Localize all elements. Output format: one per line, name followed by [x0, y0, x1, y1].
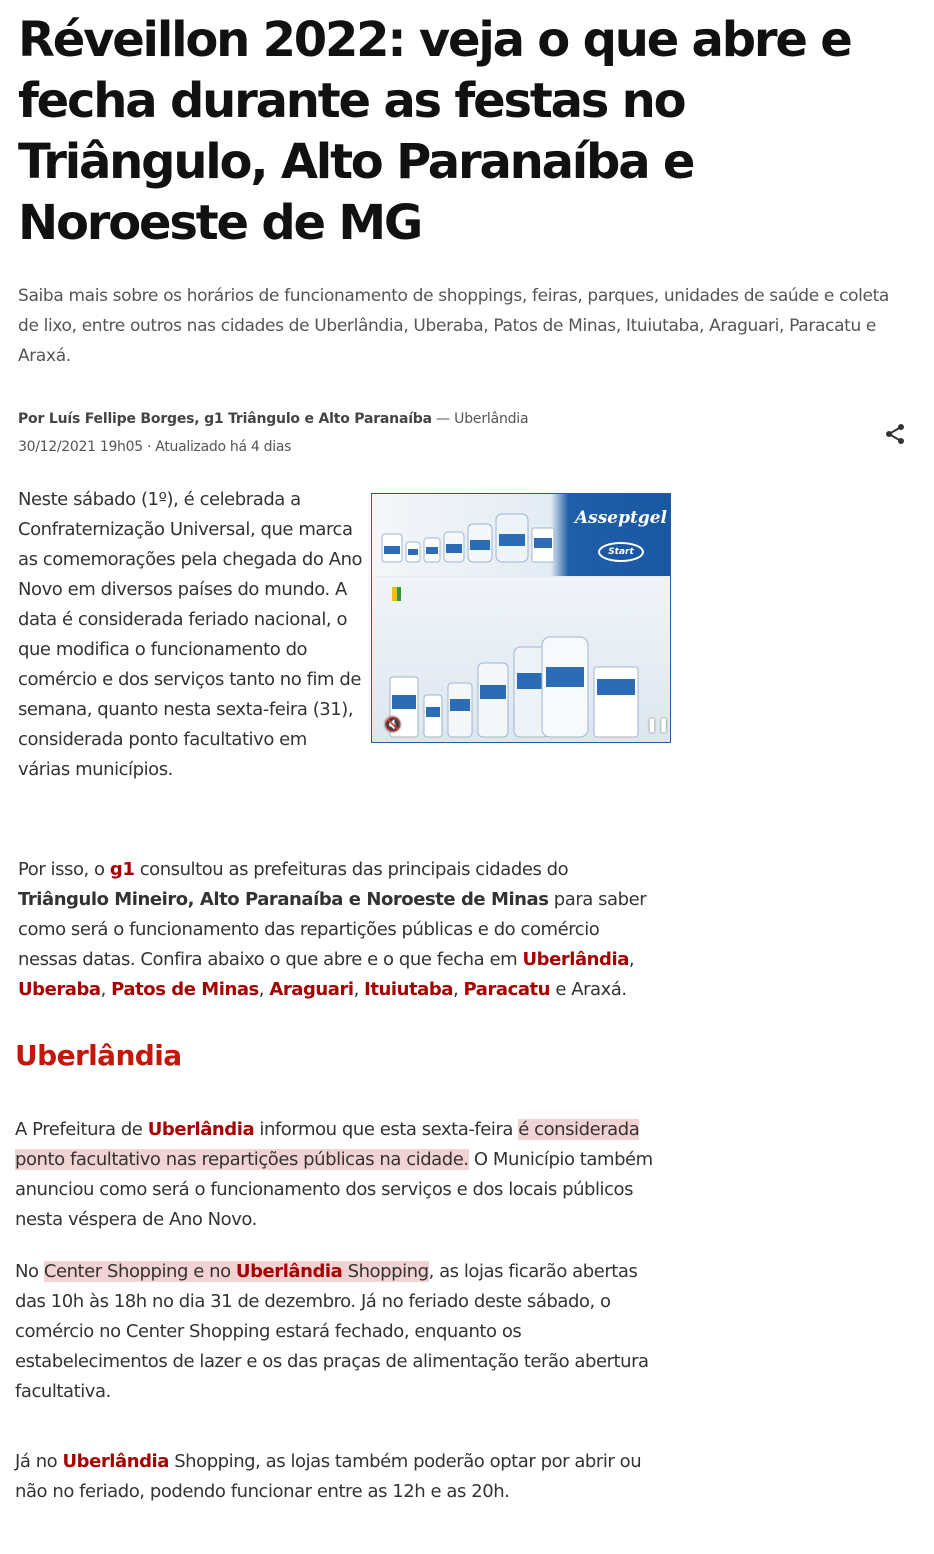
paragraph-center-shopping [15, 1257, 665, 1407]
share-icon[interactable] [882, 421, 908, 447]
link-uberlandia[interactable]: Uberlândia [147, 1119, 255, 1140]
article-title: Réveillon 2022: veja o que abre e fecha durante as festas no Triângulo, Alto Paranaíba e Noroeste de MG [18, 12, 851, 251]
p5-text-b: Shopping, as lojas também poderão optar por abrir ou não no feriado, podendo funcionar entre as 12h e as 20h. [15, 1451, 642, 1502]
ad-banner[interactable] [371, 493, 671, 743]
link-ituiutaba[interactable]: Ituiutaba [364, 979, 453, 1000]
link-uberaba[interactable]: Uberaba [18, 979, 101, 1000]
link-paracatu[interactable]: Paracatu [463, 979, 551, 1000]
ad-product-strip [372, 494, 572, 576]
paragraph-intro: Neste sábado (1º), é celebrada a Confraternização Universal, que marca as comemorações pela chegada do Ano Novo em diversos países do mundo. A data é considerada feriado nacional, o que modifica o funcionamento do comércio e dos serviços tanto no fim de semana, quanto nesta sexta-feira (31), considerada ponto facultativo em várias municípios. [18, 489, 363, 780]
pause-icon[interactable]: ❚❚ [646, 717, 670, 733]
p2-text-end: e Araxá. [550, 979, 627, 1000]
paragraph-prefeitura [15, 1115, 665, 1235]
link-uberlandia[interactable]: Uberlândia [235, 1261, 343, 1282]
paragraph-uberlandia-shopping [15, 1447, 665, 1507]
link-uberlandia[interactable]: Uberlândia [522, 949, 629, 970]
p3-text-c: O Município também anunciou como será o funcionamento dos serviços e dos locais públicos nesta véspera de Ano Novo. [15, 1149, 653, 1230]
p2-regions: Triângulo Mineiro, Alto Paranaíba e Noroeste de Minas [18, 889, 549, 910]
byline-author: Por Luís Fellipe Borges, g1 Triângulo e Alto Paranaíba [18, 411, 432, 427]
link-araguari[interactable]: Araguari [269, 979, 354, 1000]
ad-product-image [372, 577, 670, 742]
p2-separator: , [452, 979, 464, 1000]
ad-brand-text: Asseptgel [574, 508, 668, 528]
p3-text-a: A Prefeitura de [15, 1119, 148, 1140]
p3-text-b: informou que esta sexta-feira [254, 1119, 519, 1140]
p2-text-c: para saber como será o funcionamento das repartições públicas e do comércio nessas datas. Confira abaixo o que abre e o que fecha em [18, 889, 647, 970]
ad-brand-logo: Start [598, 542, 644, 562]
p5-text-a: Já no [15, 1451, 63, 1472]
p2-separator: , [258, 979, 270, 1000]
byline [18, 408, 528, 430]
p4-highlight-b: Shopping [342, 1261, 429, 1282]
p2-separator: , [628, 949, 635, 970]
byline-location: — Uberlândia [431, 411, 529, 427]
section-title: Uberlândia [15, 1039, 182, 1072]
p4-highlight-a: Center Shopping e no [43, 1261, 236, 1282]
p3-highlight: é considerada ponto facultativo nas repartições públicas na cidade. [15, 1119, 640, 1170]
ad-header [372, 494, 670, 576]
p2-separator: , [353, 979, 365, 1000]
article-subtitle: Saiba mais sobre os horários de funcionamento de shoppings, feiras, parques, unidades de saúde e coleta de lixo, entre outros nas cidades de Uberlândia, Uberaba, Patos de Minas, Ituiutaba, Araguari, Paracatu e Araxá. [18, 286, 889, 366]
p2-text-b: consultou as prefeituras das principais cidades do [134, 859, 569, 880]
ad-video[interactable] [372, 577, 670, 742]
p4-text-b: , as lojas ficarão abertas das 10h às 18h no dia 31 de dezembro. Já no feriado deste sábado, o comércio no Center Shopping estará fechado, enquanto os estabelecimentos de lazer e os das praças de alimentação terão abertura facultativa. [15, 1261, 649, 1402]
g1-link[interactable]: g1 [109, 859, 135, 880]
publish-date: 30/12/2021 19h05 · Atualizado há 4 dias [18, 439, 292, 455]
paragraph-cities [18, 855, 658, 1005]
mute-icon[interactable]: 🔇 [384, 717, 402, 733]
link-patos-de-minas[interactable]: Patos de Minas [111, 979, 259, 1000]
link-uberlandia[interactable]: Uberlândia [62, 1451, 169, 1472]
p4-text-a: No [15, 1261, 44, 1282]
p2-separator: , [100, 979, 112, 1000]
p2-text-a: Por isso, o [18, 859, 110, 880]
